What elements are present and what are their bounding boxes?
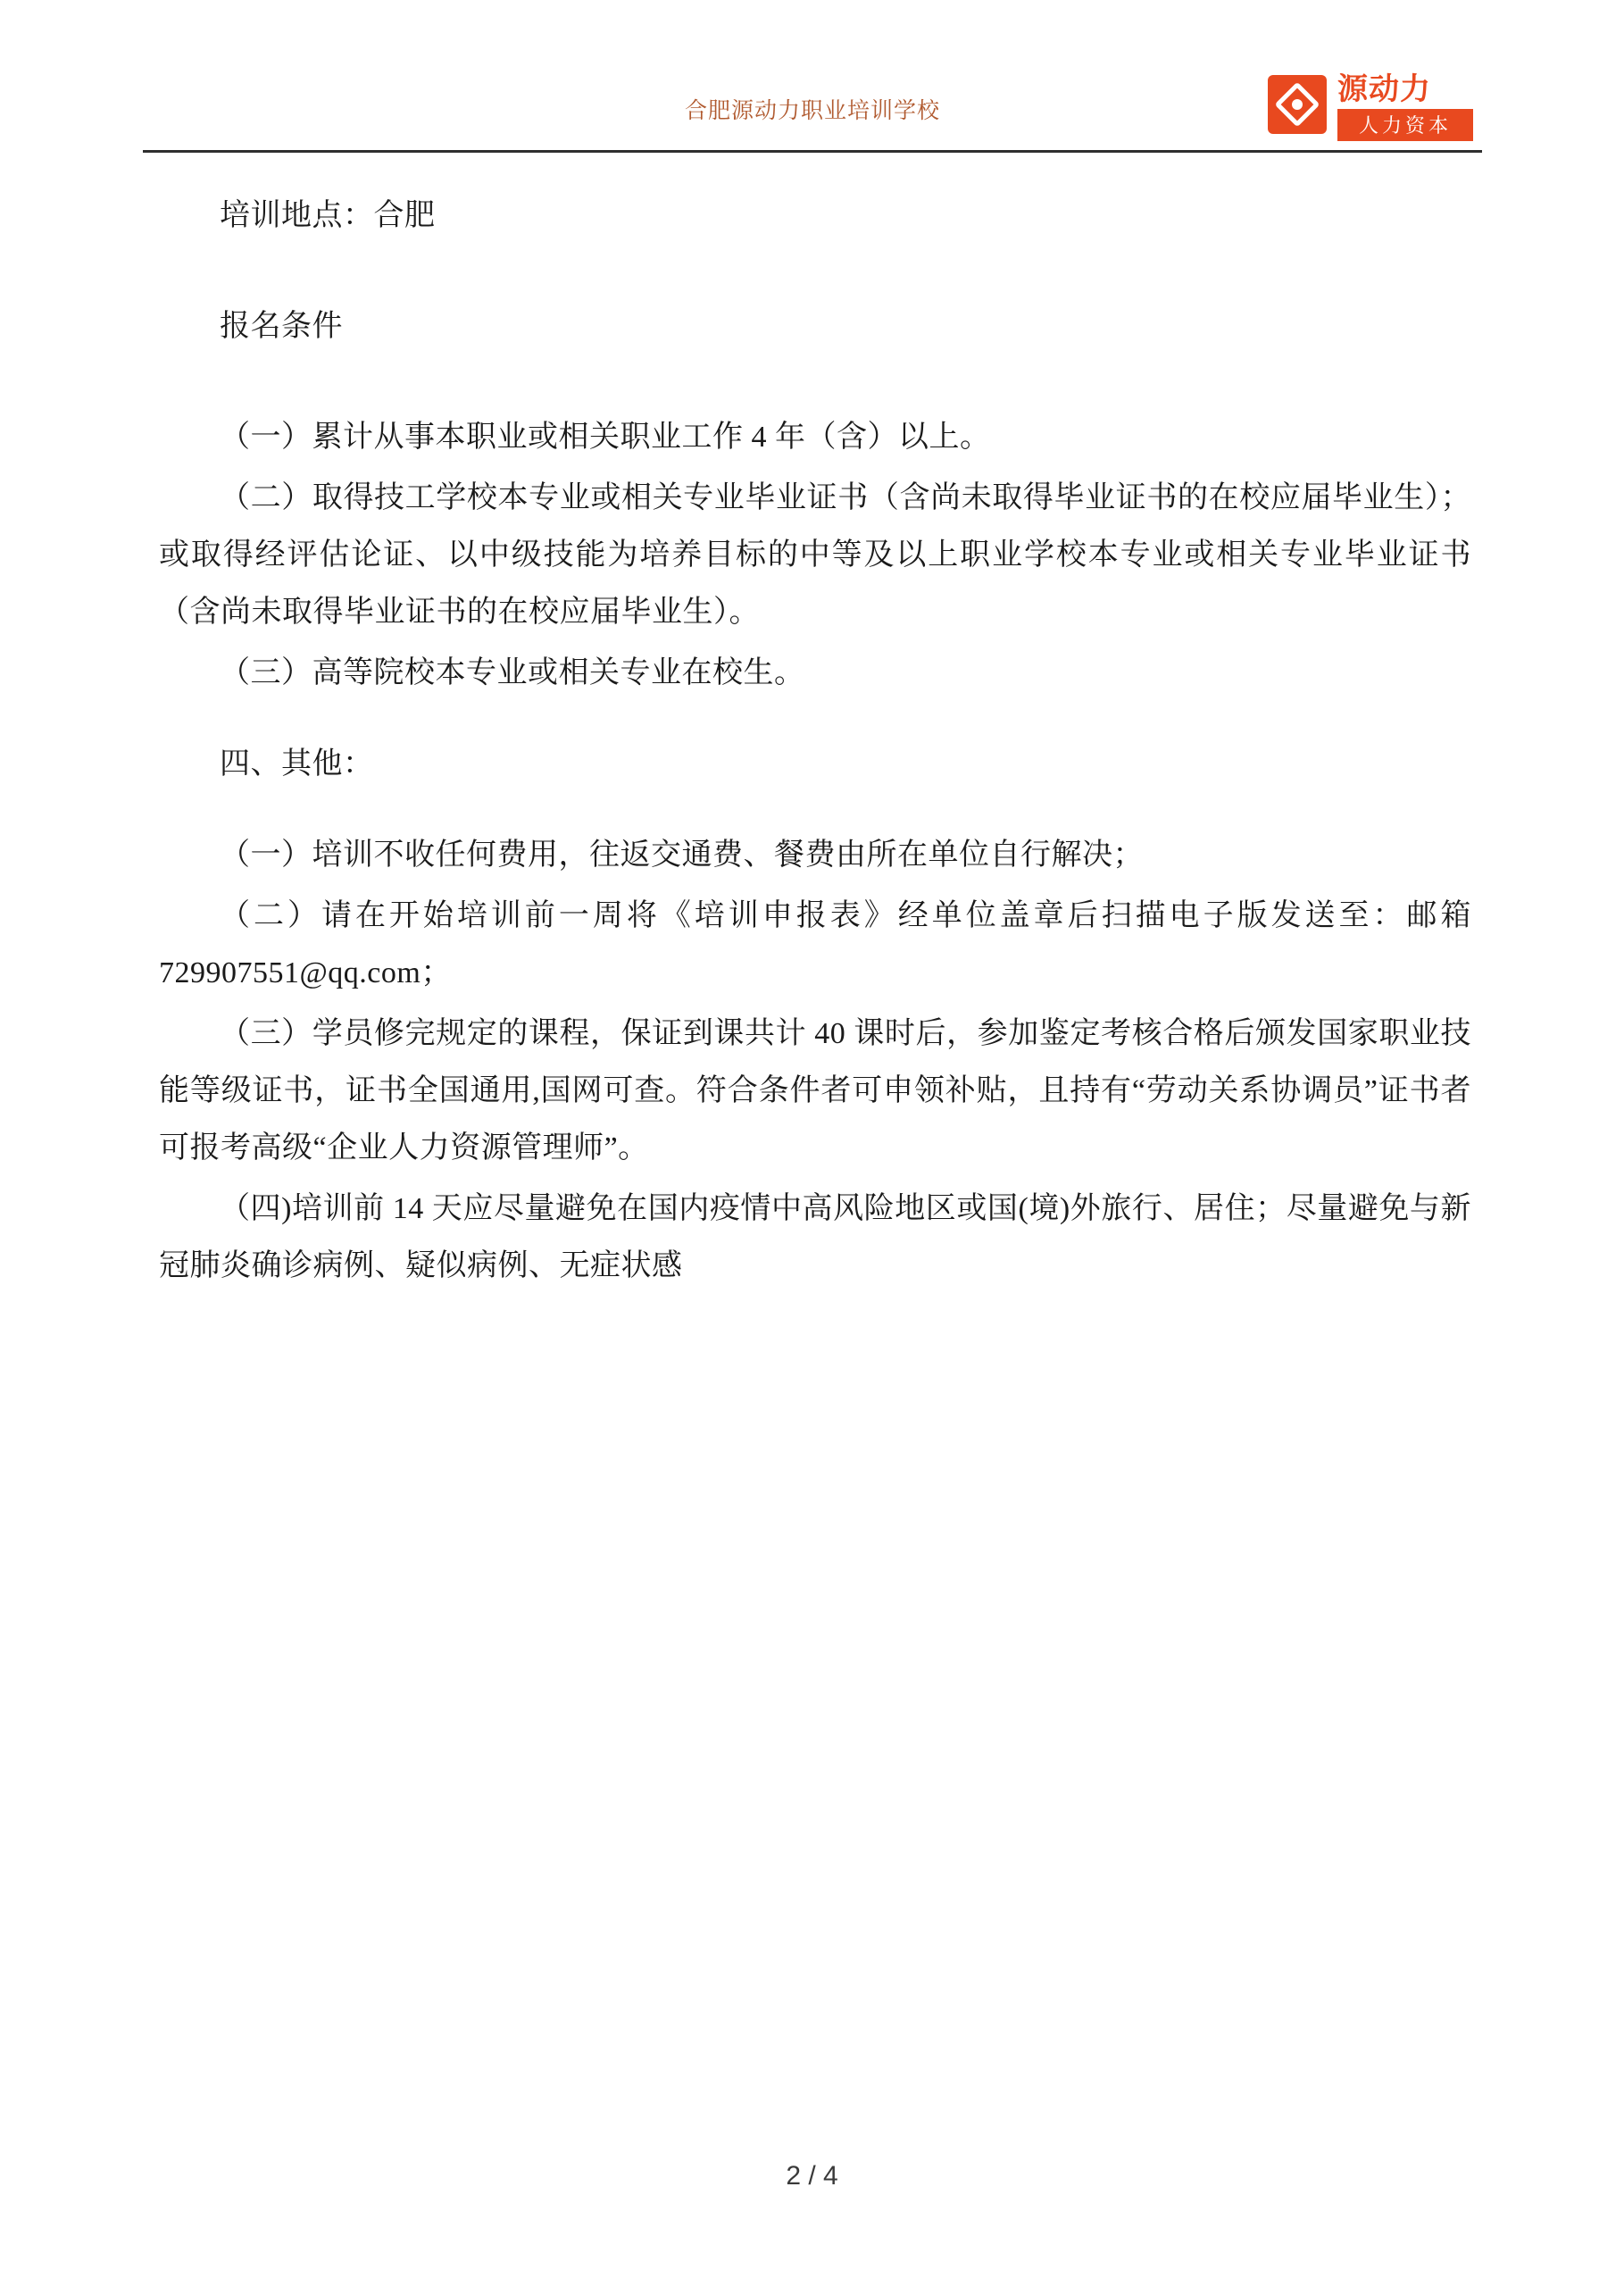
logo-sub-text: 人力资本 — [1337, 109, 1473, 141]
heading-other: 四、其他： — [220, 747, 374, 780]
document-body — [159, 188, 1471, 1295]
paragraph-other-4: （四)培训前 14 天应尽量避免在国内疫情中高风险地区或国(境)外旅行、居住；尽量避免与新冠肺炎确诊病例、疑似病例、无症状感 — [159, 1192, 1471, 1282]
paragraph-other-2: （二）请在开始培训前一周将《培训申报表》经单位盖章后扫描电子版发送至：邮箱 729907551@qq.com； — [159, 899, 1471, 989]
paragraph-condition-1: （一）累计从事本职业或相关职业工作 4 年（含）以上。 — [220, 421, 991, 454]
paragraph-condition-2: （二）取得技工学校本专业或相关专业毕业证书（含尚未取得毕业证书的在校应届毕业生）；或取得经评估论证、以中级技能为培养目标的中等及以上职业学校本专业或相关专业毕业证书（含尚未取得毕业证书的在校应届毕业生）。 — [159, 481, 1471, 629]
page-header — [143, 70, 1482, 155]
paragraph-location: 培训地点：合肥 — [220, 199, 436, 232]
logo-main-text: 源动力 — [1337, 72, 1431, 106]
heading-apply-conditions: 报名条件 — [220, 310, 343, 343]
header-school-name: 合肥源动力职业培训学校 — [684, 98, 940, 123]
header-divider — [143, 150, 1482, 153]
page-number: 2 / 4 — [786, 2161, 838, 2191]
logo-text — [1337, 71, 1480, 141]
paragraph-other-3: （三）学员修完规定的课程，保证到课共计 40 课时后，参加鉴定考核合格后颁发国家职业技能等级证书，证书全国通用,国网可查。符合条件者可申领补贴，且持有“劳动关系协调员”证书者可报考高级“企业人力资源管理师”。 — [159, 1017, 1471, 1164]
hexagon-gear-icon — [1268, 75, 1327, 134]
paragraph-other-1: （一）培训不收任何费用，往返交通费、餐费由所在单位自行解决； — [220, 839, 1144, 872]
paragraph-condition-3: （三）高等院校本专业或相关专业在校生。 — [220, 656, 805, 689]
logo — [1259, 70, 1482, 146]
